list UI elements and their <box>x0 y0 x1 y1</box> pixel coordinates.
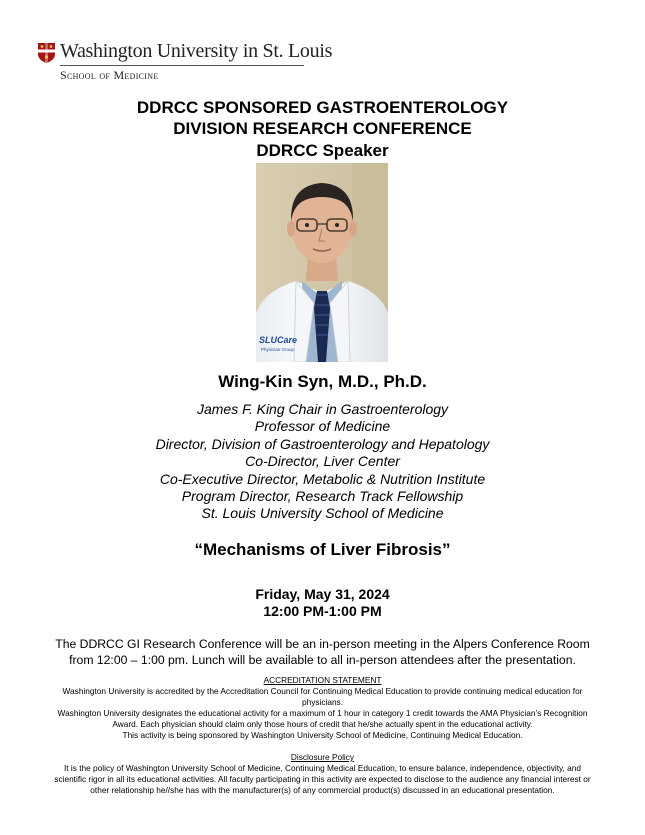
speaker-role: Director, Division of Gastroenterology and Hepatology <box>155 435 490 452</box>
speaker-role: Co-Executive Director, Metabolic & Nutrition Institute <box>159 470 486 487</box>
accreditation-line: This activity is being sponsored by Washington University School of Medicine, Continuing Medical Education. <box>122 730 523 740</box>
event-schedule <box>0 586 645 620</box>
meeting-notice <box>0 636 645 668</box>
speaker-role: Co-Director, Liver Center <box>245 453 400 470</box>
speaker-portrait <box>256 163 388 362</box>
speaker-name: Wing-Kin Syn, M.D., Ph.D. <box>218 372 427 391</box>
accreditation-line: Washington University designates the educational activity for a maximum of 1 hour in category 1 credit towards the AMA Physician’s Recognition <box>57 708 588 718</box>
speaker-photo <box>256 163 388 362</box>
speaker-roles <box>0 401 645 523</box>
accreditation-line: physicians. <box>301 697 344 707</box>
disclosure-line: scientific rigor in all its educational activities. All faculty participating in this activity are expected to disclose to the audience any financial interest or <box>54 774 591 784</box>
talk-title: “Mechanisms of Liver Fibrosis” <box>194 540 451 559</box>
speaker-role: Program Director, Research Track Fellowship <box>181 488 464 505</box>
disclosure-policy <box>50 752 595 796</box>
accreditation-line: Award. Each physician should claim only those hours of credit that he/she actually spent in the educational activity. <box>112 719 533 729</box>
speaker-role: Professor of Medicine <box>254 418 391 435</box>
speaker-role: James F. King Chair in Gastroenterology <box>196 401 449 417</box>
disclosure-line: It is the policy of Washington University School of Medicine, Continuing Medical Education, to ensure balance, independence, objectivity, and <box>63 763 581 773</box>
disclosure-heading: Disclosure Policy <box>290 752 355 762</box>
accreditation-statement <box>50 675 595 741</box>
notice-line: from 12:00 – 1:00 pm. Lunch will be available to all in-person attendees after the presentation. <box>69 653 576 667</box>
photo-badge-subtext: Physician Group <box>261 347 295 352</box>
notice-line: The DDRCC GI Research Conference will be an in-person meeting in the Alpers Conference Room <box>55 637 590 651</box>
event-time: 12:00 PM-1:00 PM <box>263 603 382 619</box>
photo-badge-text: SLUCare <box>259 335 298 345</box>
conference-title-line1: DDRCC SPONSORED GASTROENTEROLOGY <box>136 98 509 117</box>
school-name: School of Medicine <box>60 68 159 82</box>
conference-title-line2: DIVISION RESEARCH CONFERENCE <box>173 119 472 138</box>
disclosure-line: other relationship he//she has with the manufacturer(s) of any commercial product(s) discussed in an educational presentation. <box>90 785 555 795</box>
speaker-label: DDRCC Speaker <box>256 141 389 160</box>
accreditation-heading: ACCREDITATION STATEMENT <box>263 675 382 685</box>
logo-divider <box>60 65 304 66</box>
event-date: Friday, May 31, 2024 <box>255 586 390 602</box>
university-shield-icon <box>38 43 55 63</box>
university-name: Washington University in St. Louis <box>60 40 333 62</box>
university-logo <box>38 40 333 82</box>
speaker-role: St. Louis University School of Medicine <box>201 505 444 522</box>
accreditation-line: Washington University is accredited by the Accreditation Council for Continuing Medical Education to provide continuing medical education for <box>62 686 583 696</box>
